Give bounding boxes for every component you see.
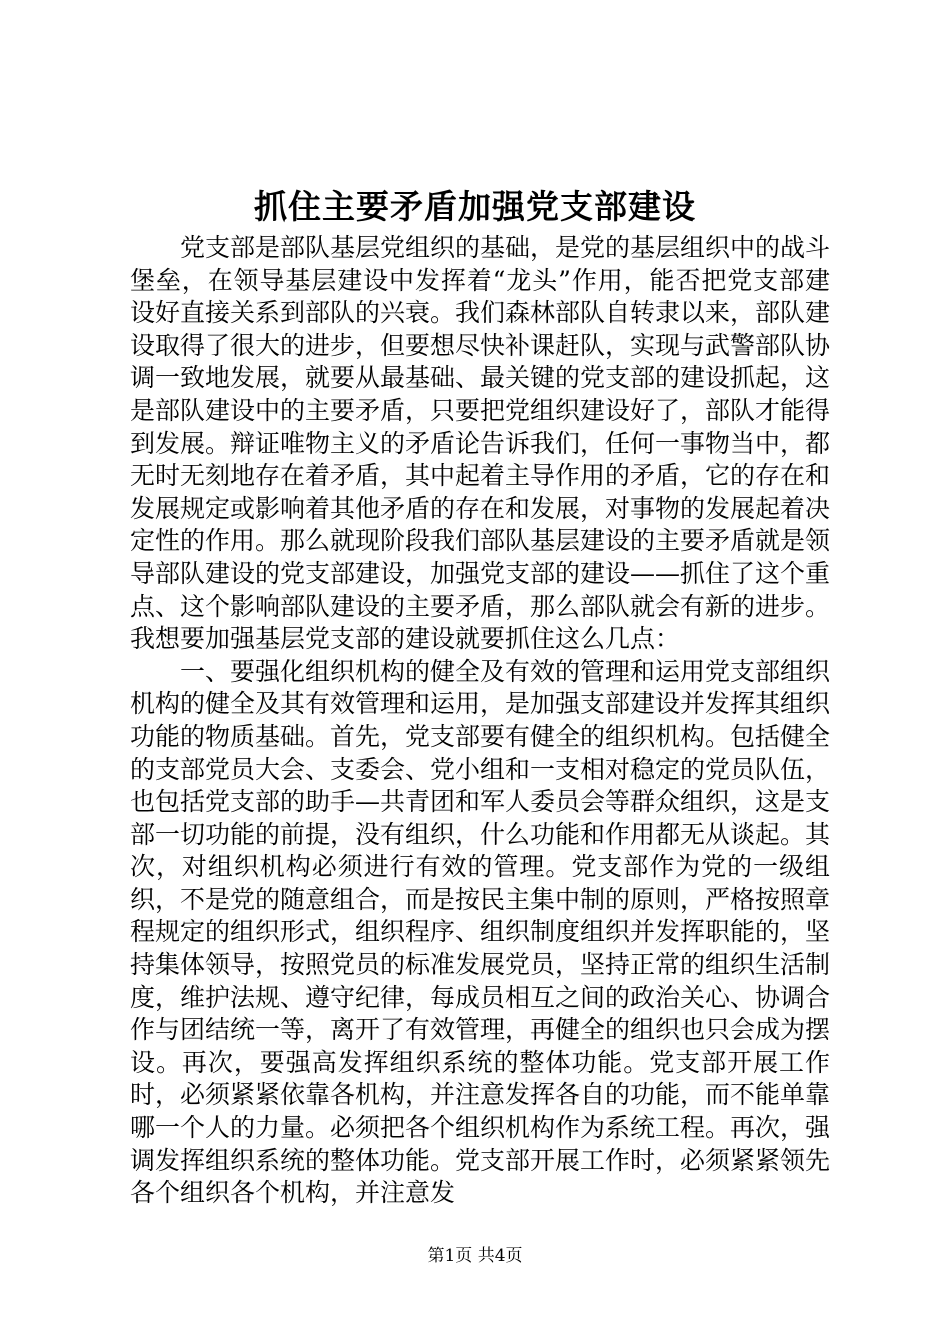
document-title: 抓住主要矛盾加强党支部建设: [254, 187, 696, 226]
paragraph-point-one: 一、要强化组织机构的健全及有效的管理和运用党支部组织机构的健全及其有效管理和运用，是加强支部建设并发挥其组织功能的物质基础。首先，党支部要有健全的组织机构。包括健全的支部党员大会、支委会、党小组和一支相对稳定的党员队伍，也包括党支部的助手—共青团和军人委员会等群众组织，这是支部一切功能的前提，没有组织，什么功能和作用都无从谈起。其次，对组织机构必须进行有效的管理。党支部作为党的一级组织，不是党的随意组合，而是按民主集中制的原则，严格按照章程规定的组织形式，组织程序、组织制度组织并发挥职能的，坚持集体领导，按照党员的标准发展党员，坚持正常的组织生活制度，维护法规、遵守纪律，每成员相互之间的政治关心、协调合作与团结统一等，离开了有效管理，再健全的组织也只会成为摆设。再次，要强高发挥组织系统的整体功能。党支部开展工作时，必须紧紧依靠各机构，并注意发挥各自的功能，而不能单靠哪一个人的力量。必须把各个组织机构作为系统工程。再次，强调发挥组织系统的整体功能。党支部开展工作时，必须紧紧领先各个组织各个机构，并注意发: [130, 656, 831, 1208]
document-body: [130, 232, 830, 1210]
paragraph-intro: 党支部是部队基层党组织的基础，是党的基层组织中的战斗堡垒，在领导基层建设中发挥着“龙头”作用，能否把党支部建设好直接关系到部队的兴衰。我们森林部队自转隶以来，部队建设取得了很大的进步，但要想尽快补课赶队，实现与武警部队协调一致地发展，就要从最基础、最关键的党支部的建设抓起，这是部队建设中的主要矛盾，只要把党组织建设好了，部队才能得到发展。辩证唯物主义的矛盾论告诉我们，任何一事物当中，都无时无刻地存在着矛盾，其中起着主导作用的矛盾，它的存在和发展规定或影响着其他矛盾的存在和发展，对事物的发展起着决定性的作用。那么就现阶段我们部队基层建设的主要矛盾就是领导部队建设的党支部建设，加强党支部的建设——抓住了这个重点、这个影响部队建设的主要矛盾，那么部队就会有新的进步。我想要加强基层党支部的建设就要抓住这么几点：: [130, 233, 831, 654]
page-footer: 第1页 共4页: [427, 1246, 523, 1266]
